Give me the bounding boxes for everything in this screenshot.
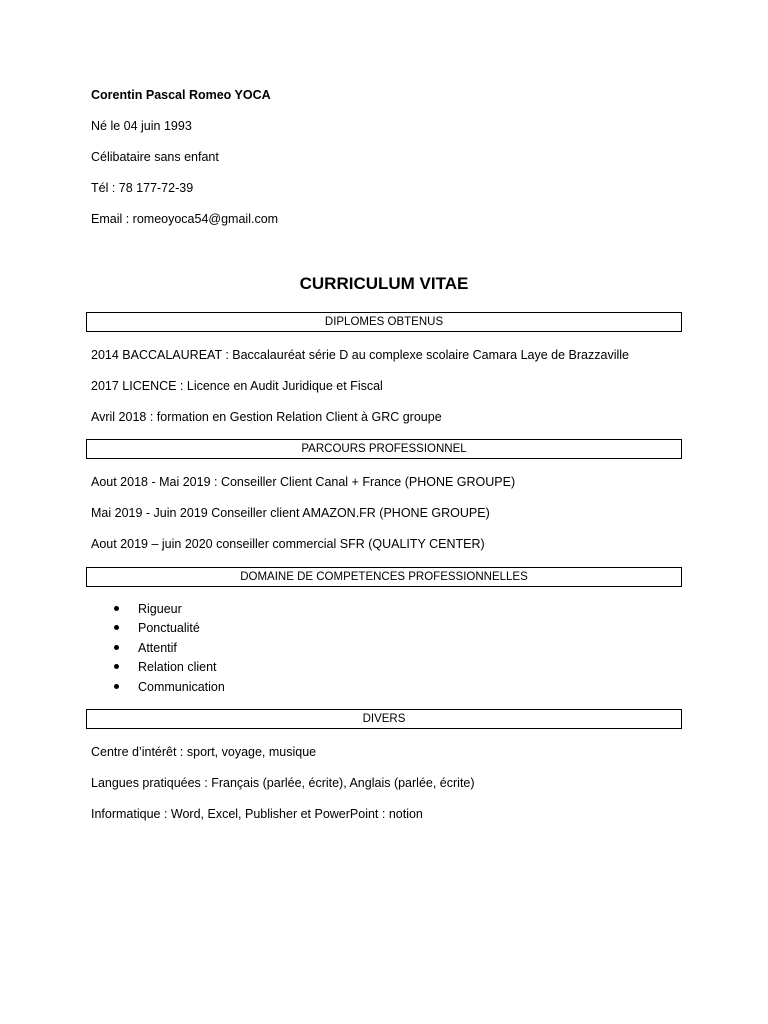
diploma-item: 2014 BACCALAUREAT : Baccalauréat série D au complexe scolaire Camara Laye de Brazzaville <box>91 348 629 362</box>
diploma-item: 2017 LICENCE : Licence en Audit Juridique et Fiscal <box>91 379 383 393</box>
section-heading-parcours: PARCOURS PROFESSIONNEL <box>86 439 682 459</box>
skills-list <box>112 601 225 698</box>
experience-item: Aout 2019 – juin 2020 conseiller commercial SFR (QUALITY CENTER) <box>91 537 485 551</box>
marital-status: Célibataire sans enfant <box>91 150 219 164</box>
skill-item <box>112 679 225 698</box>
bullet-icon <box>114 645 119 650</box>
skill-label: Rigueur <box>138 602 182 616</box>
bullet-icon <box>114 625 119 630</box>
skill-label: Ponctualité <box>138 621 200 636</box>
section-heading-competences: DOMAINE DE COMPETENCES PROFESSIONNELLES <box>86 567 682 587</box>
email-address: Email : romeoyoca54@gmail.com <box>91 212 279 226</box>
misc-item: Informatique : Word, Excel, Publisher et PowerPoint : notion <box>91 807 423 821</box>
skill-label: Communication <box>138 679 225 694</box>
bullet-icon <box>114 606 119 611</box>
skill-item <box>112 659 225 678</box>
skill-label: Attentif <box>138 640 177 655</box>
experience-item: Aout 2018 - Mai 2019 : Conseiller Client Canal + France (PHONE GROUPE) <box>91 475 516 489</box>
section-heading-divers: DIVERS <box>86 709 682 729</box>
document-title: CURRICULUM VITAE <box>299 274 469 293</box>
skill-item <box>112 601 225 620</box>
diploma-item: Avril 2018 : formation en Gestion Relation Client à GRC groupe <box>91 410 442 424</box>
misc-item: Centre d’intérêt : sport, voyage, musique <box>91 745 317 759</box>
phone-number: Tél : 78 177-72-39 <box>91 181 194 195</box>
misc-item: Langues pratiquées : Français (parlée, écrite), Anglais (parlée, écrite) <box>91 776 475 790</box>
skill-item <box>112 640 225 659</box>
section-heading-diplomes: DIPLOMES OBTENUS <box>86 312 682 332</box>
skill-label: Relation client <box>138 660 217 675</box>
bullet-icon <box>114 664 119 669</box>
experience-item: Mai 2019 - Juin 2019 Conseiller client AMAZON.FR (PHONE GROUPE) <box>91 506 490 520</box>
bullet-icon <box>114 684 119 689</box>
candidate-name: Corentin Pascal Romeo YOCA <box>91 88 271 102</box>
birth-date: Né le 04 juin 1993 <box>91 119 192 133</box>
skill-item <box>112 620 225 639</box>
